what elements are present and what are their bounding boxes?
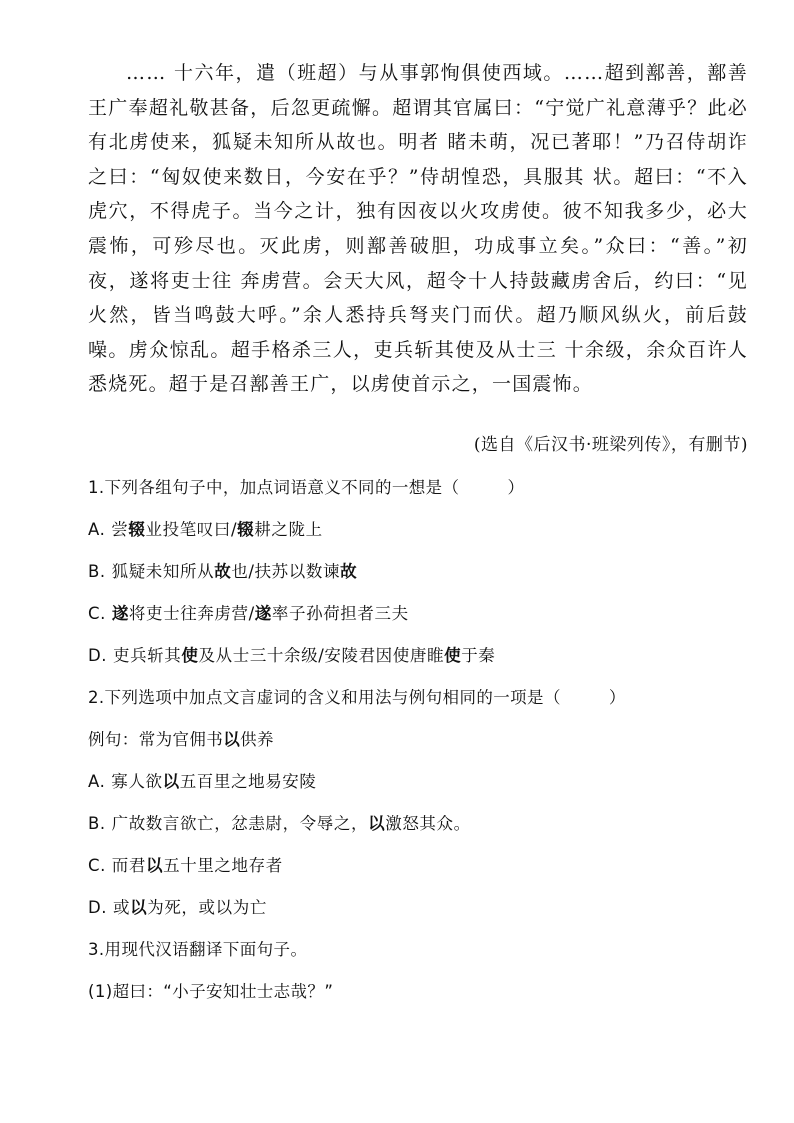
q1-option-c	[88, 600, 409, 624]
dotted-word: 以	[368, 814, 386, 833]
dotted-word: 辍	[237, 520, 255, 539]
example-text: 供养	[240, 730, 274, 749]
option-text: 将吏士往奔虏营/	[128, 604, 255, 623]
q2-example	[88, 726, 274, 750]
question-2-stem	[88, 684, 626, 708]
dotted-word: 以	[223, 730, 241, 749]
option-text: 激怒其众。	[385, 814, 471, 833]
dotted-word: 辍	[128, 520, 146, 539]
option-text: A. 寡人欲	[88, 772, 163, 791]
option-text: C.	[88, 604, 112, 623]
option-text: 为死，或以为亡	[147, 898, 267, 917]
dotted-word: 故	[214, 562, 232, 581]
dotted-word: 使	[444, 646, 462, 665]
option-text: 及从士三十余级/安陵君因使唐睢	[198, 646, 445, 665]
question-3-sub-1: (1)超曰：“小子安知壮士志哉？”	[88, 982, 334, 1001]
dotted-word: 以	[146, 856, 164, 875]
option-text: 五百里之地易安陵	[179, 772, 317, 791]
q2-option-c	[88, 852, 283, 876]
q1-option-b	[88, 558, 357, 582]
q1-option-a	[88, 516, 323, 540]
option-text: D. 或	[88, 898, 131, 917]
question-2-bracket: ）	[608, 688, 626, 707]
option-text: 也/扶苏以数谏	[231, 562, 341, 581]
option-text: 于秦	[461, 646, 496, 665]
dotted-word: 使	[181, 646, 199, 665]
dotted-word: 遂	[111, 604, 129, 623]
classical-passage: …… 十六年，遣（班超）与从事郭恂俱使西域。……超到鄯善，鄯善王广奉超礼敬甚备，后忽更疏懈。超谓其官属曰：“宁觉广礼意薄乎？此必有北虏使来，狐疑未知所从故也。明者 睹未萌，况已著耶！”乃召侍胡诈之曰：“匈奴使来数日，今安在乎？”侍胡惶恐，具服其 状。超曰：“不入虎穴，不得虎子。当今之计，独有因夜以火攻虏使。彼不知我多少，必大 震怖，可殄尽也。灭此虏，则鄯善破胆，功成事立矣。”众曰：“善。”初夜，遂将吏士往 奔虏营。会天大风，超令十人持鼓藏虏舍后，约曰：“见火然，皆当鸣鼓大呼。”余人悉持兵弩夹门而伏。超乃顺风纵火，前后鼓噪。虏众惊乱。超手格杀三人，吏兵斩其使及从士三 十余级，余众百许人悉烧死。超于是召鄯善王广，以虏使首示之，一国震怖。	[88, 62, 748, 396]
question-1-bracket: ）	[507, 478, 525, 497]
q1-option-d	[88, 642, 495, 666]
option-text: 五十里之地存者	[163, 856, 283, 875]
option-text: B. 狐疑未知所从	[88, 562, 215, 581]
option-text: B. 广故数言欲亡，忿恚尉，令辱之，	[88, 814, 369, 833]
dotted-word: 故	[340, 562, 358, 581]
q2-option-a	[88, 768, 317, 792]
option-text: 率子孙荷担者三夫	[271, 604, 409, 623]
q2-option-d	[88, 894, 267, 918]
option-text: 耕之陇上	[254, 520, 323, 539]
question-2-text: 2.下列选项中加点文言虚词的含义和用法与例句相同的一项是（	[88, 688, 561, 707]
option-text: 业投笔叹曰/	[145, 520, 238, 539]
dotted-word: 遂	[254, 604, 272, 623]
dotted-word: 以	[162, 772, 180, 791]
q2-option-b	[88, 810, 471, 834]
option-text: A. 尝	[88, 520, 129, 539]
passage-source: (选自《后汉书·班梁列传》，有删节)	[473, 435, 748, 455]
option-text: C. 而君	[88, 856, 147, 875]
dotted-word: 以	[130, 898, 148, 917]
option-text: D. 吏兵斩其	[88, 646, 182, 665]
question-1-stem	[88, 474, 524, 498]
question-3-stem: 3.用现代汉语翻译下面句子。	[88, 940, 308, 959]
example-text: 例句：常为官佣书	[88, 730, 224, 749]
question-1-text: 1.下列各组句子中，加点词语意义不同的一想是（	[88, 478, 460, 497]
